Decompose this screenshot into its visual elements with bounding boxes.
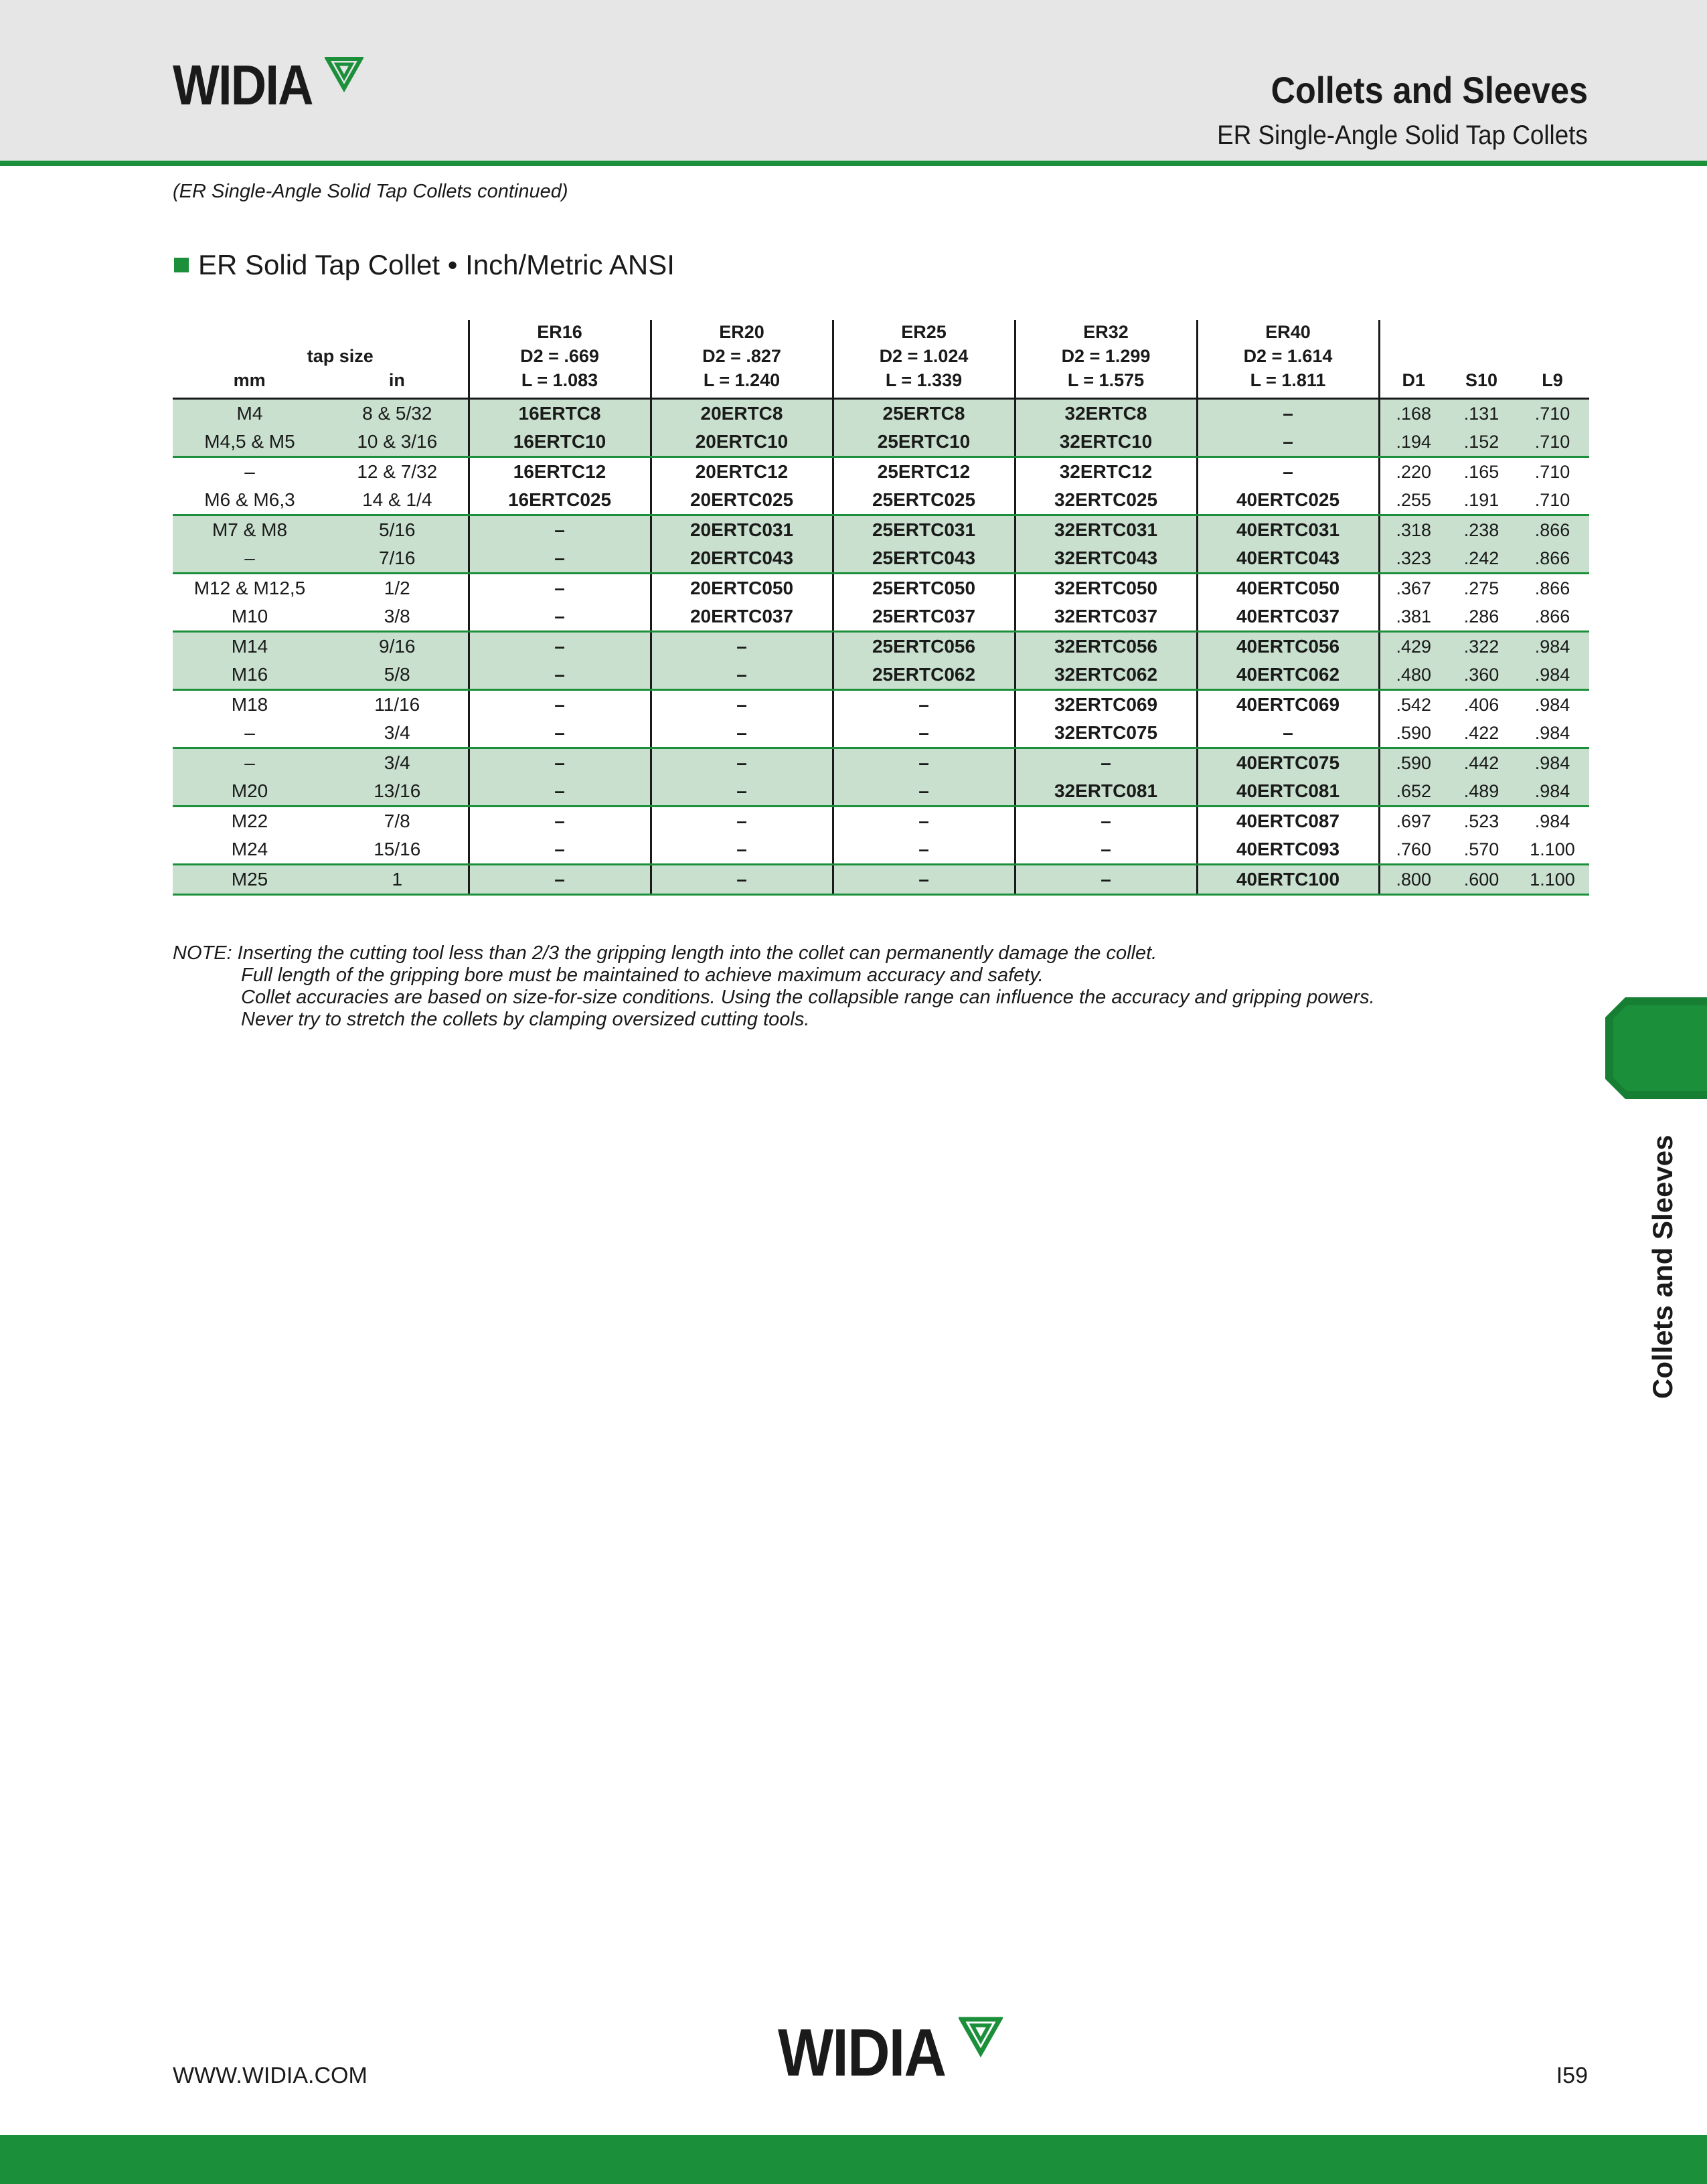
col-header-er40 [1197, 320, 1379, 399]
table-cell: 3/8 [327, 602, 469, 632]
table-row [173, 865, 1589, 895]
table-cell: 12 & 7/32 [357, 461, 438, 482]
table-cell: M7 & M8 [173, 515, 327, 545]
table-cell: – [469, 719, 651, 748]
table-cell: 1.100 [1516, 865, 1589, 895]
widia-logo [173, 55, 363, 115]
table-cell: .984 [1534, 695, 1570, 715]
table-cell: 25ERTC037 [833, 602, 1015, 632]
table-row [173, 807, 1589, 836]
table-cell: .318 [1379, 515, 1447, 545]
col-header-l9: L9 [1516, 320, 1589, 399]
table-cell: .984 [1534, 811, 1570, 831]
table-cell: 25ERTC056 [833, 632, 1015, 661]
table-cell: 32ERTC025 [1015, 486, 1197, 515]
col-header-er32 [1015, 320, 1197, 399]
table-cell: – [469, 632, 651, 661]
table-cell: 32ERTC075 [1015, 719, 1197, 748]
table-cell: .191 [1447, 486, 1516, 515]
table-cell: – [833, 748, 1015, 778]
table-cell: 25ERTC050 [833, 574, 1015, 603]
col-l: L = 1.575 [1067, 370, 1145, 390]
table-cell: 25ERTC025 [833, 486, 1015, 515]
table-row [173, 835, 1589, 865]
col-d2: D2 = 1.024 [879, 346, 969, 366]
table-cell: .523 [1463, 811, 1499, 831]
table-cell: 5/16 [327, 515, 469, 545]
table-cell: 40ERTC043 [1197, 544, 1379, 574]
table-cell: 32ERTC10 [1015, 428, 1197, 457]
footer-logo-text: WIDIA [778, 2015, 946, 2090]
table-cell: 14 & 1/4 [327, 486, 469, 515]
note-line: Never try to stretch the collets by clamping oversized cutting tools. [241, 1009, 810, 1030]
table-cell: 11/16 [374, 694, 420, 715]
table-cell: .984 [1516, 632, 1589, 661]
widia-triangle-icon [325, 55, 363, 92]
table-cell: – [651, 777, 833, 807]
table-cell: – [833, 690, 1015, 720]
table-cell: .984 [1516, 661, 1589, 690]
table-cell: – [469, 690, 651, 720]
table-cell: – [469, 748, 651, 778]
col-d2: D2 = .669 [520, 346, 599, 366]
table-cell: .429 [1379, 632, 1447, 661]
table-cell: 20ERTC8 [651, 399, 833, 428]
col-name: ER20 [719, 322, 764, 342]
table-cell: – [469, 777, 651, 807]
table-cell: .984 [1516, 777, 1589, 807]
note-line: NOTE: Inserting the cutting tool less than 2/3 the gripping length into the collet can permanently damage the collet. [173, 942, 1157, 964]
table-row [173, 399, 1589, 428]
col-d2: D2 = .827 [702, 346, 781, 366]
footer-band [0, 2135, 1707, 2184]
table-cell: 40ERTC069 [1197, 690, 1379, 720]
table-cell: – [1197, 399, 1379, 428]
table-cell: – [173, 544, 327, 574]
table-cell: 1/2 [384, 578, 410, 598]
table-cell: 20ERTC037 [651, 602, 833, 632]
col-header-er16 [469, 320, 651, 399]
table-cell: 32ERTC081 [1015, 777, 1197, 807]
table-cell: .984 [1516, 748, 1589, 778]
table-cell: – [469, 807, 651, 836]
page-number: I59 [1556, 2063, 1588, 2088]
col-header-er25 [833, 320, 1015, 399]
table-cell: .238 [1447, 515, 1516, 545]
table-cell: – [651, 807, 833, 836]
tap-size-header [173, 320, 469, 399]
col-l: L = 1.083 [521, 370, 598, 390]
table-cell: 32ERTC050 [1015, 574, 1197, 603]
table-cell: .381 [1379, 602, 1447, 632]
table-cell: 32ERTC062 [1015, 661, 1197, 690]
table-cell: 1 [327, 865, 469, 895]
table-cell: 3/4 [327, 719, 469, 748]
table-cell: M12 & M12,5 [193, 578, 306, 598]
table-cell: – [651, 719, 833, 748]
widia-triangle-icon [959, 2015, 1003, 2057]
table-cell: – [651, 661, 833, 690]
collet-table [173, 320, 1589, 896]
table-cell: 32ERTC12 [1015, 457, 1197, 487]
col-name: ER40 [1265, 322, 1311, 342]
footer-url: WWW.WIDIA.COM [173, 2063, 368, 2088]
table-cell: – [651, 835, 833, 865]
table-cell: .406 [1463, 695, 1499, 715]
table-cell: M24 [173, 835, 327, 865]
table-cell: 10 & 3/16 [327, 428, 469, 457]
table-cell: – [833, 865, 1015, 895]
table-cell: 7/8 [384, 811, 410, 831]
table-cell: .323 [1379, 544, 1447, 574]
table-header-row [173, 320, 1589, 399]
table-cell: 40ERTC100 [1197, 865, 1379, 895]
table-cell: 32ERTC056 [1015, 632, 1197, 661]
table-cell: .590 [1379, 748, 1447, 778]
table-cell: – [173, 719, 327, 748]
table-cell: .866 [1516, 544, 1589, 574]
table-row [173, 632, 1589, 661]
section-bullet-icon [174, 258, 189, 272]
table-cell: 20ERTC043 [651, 544, 833, 574]
table-cell: 20ERTC050 [651, 574, 833, 603]
table-cell: .422 [1447, 719, 1516, 748]
table-cell: – [1197, 719, 1379, 748]
table-cell: .800 [1379, 865, 1447, 895]
table-cell: 40ERTC025 [1197, 486, 1379, 515]
col-header-d1: D1 [1379, 320, 1447, 399]
table-cell: .600 [1447, 865, 1516, 895]
continued-note: (ER Single-Angle Solid Tap Collets continued) [173, 181, 568, 202]
table-cell: M4,5 & M5 [173, 428, 327, 457]
table-cell: – [244, 461, 255, 482]
table-cell: – [1015, 807, 1197, 836]
table-cell: M25 [173, 865, 327, 895]
table-cell: .542 [1379, 690, 1447, 720]
table-cell: 13/16 [327, 777, 469, 807]
col-l: L = 1.811 [1250, 370, 1326, 390]
page-subtitle: ER Single-Angle Solid Tap Collets [1217, 120, 1588, 150]
table-cell: – [651, 690, 833, 720]
table-cell: 16ERTC12 [469, 457, 651, 487]
table-cell: .168 [1379, 399, 1447, 428]
table-cell: 16ERTC025 [469, 486, 651, 515]
table-cell: M18 [231, 694, 268, 715]
mm-label: mm [233, 370, 266, 390]
logo-text: WIDIA [173, 54, 313, 116]
table-row [173, 544, 1589, 574]
table-cell: .242 [1447, 544, 1516, 574]
header-rule [0, 161, 1707, 166]
note-block [173, 942, 1375, 1031]
table-row [173, 719, 1589, 748]
table-row [173, 486, 1589, 515]
side-tab-label: Collets and Sleeves [1647, 1135, 1678, 1399]
table-cell: 25ERTC043 [833, 544, 1015, 574]
side-tab-shape [1605, 997, 1707, 1099]
table-cell: 40ERTC081 [1197, 777, 1379, 807]
table-cell: .480 [1379, 661, 1447, 690]
page-title: Collets and Sleeves [1271, 69, 1588, 111]
table-cell: 32ERTC069 [1015, 690, 1197, 720]
table-row [173, 574, 1589, 603]
table-cell: 32ERTC037 [1015, 602, 1197, 632]
table-cell: .710 [1516, 428, 1589, 457]
note-line: Full length of the gripping bore must be maintained to achieve maximum accuracy and safety. [241, 964, 1044, 986]
section-title [174, 249, 675, 281]
table-cell: .360 [1447, 661, 1516, 690]
table-cell: – [469, 574, 651, 603]
table-cell: .165 [1463, 462, 1499, 482]
table-cell: .866 [1534, 578, 1570, 598]
table-cell: – [1197, 428, 1379, 457]
table-cell: 15/16 [327, 835, 469, 865]
table-cell: – [469, 602, 651, 632]
table-row [173, 777, 1589, 807]
table-row [173, 428, 1589, 457]
table-cell: 16ERTC10 [469, 428, 651, 457]
col-d2: D2 = 1.299 [1061, 346, 1151, 366]
table-cell: 32ERTC8 [1015, 399, 1197, 428]
col-header-er20 [651, 320, 833, 399]
table-cell: – [1015, 865, 1197, 895]
table-cell: – [173, 748, 327, 778]
tap-size-label: tap size [307, 346, 374, 366]
table-cell: 40ERTC075 [1197, 748, 1379, 778]
table-cell: 40ERTC062 [1197, 661, 1379, 690]
table-cell: .220 [1379, 457, 1447, 487]
table-cell: M4 [173, 399, 327, 428]
table-cell: .255 [1379, 486, 1447, 515]
table-cell: .760 [1379, 835, 1447, 865]
table-cell: .710 [1516, 486, 1589, 515]
col-name: ER25 [901, 322, 947, 342]
table-row [173, 748, 1589, 778]
table-cell: .984 [1516, 719, 1589, 748]
table-cell: .710 [1534, 462, 1570, 482]
table-cell: .570 [1447, 835, 1516, 865]
table-cell: 9/16 [327, 632, 469, 661]
table-cell: 32ERTC043 [1015, 544, 1197, 574]
table-cell: – [833, 807, 1015, 836]
table-cell: .866 [1516, 515, 1589, 545]
table-cell: .131 [1447, 399, 1516, 428]
table-cell: 5/8 [327, 661, 469, 690]
table-cell: 25ERTC10 [833, 428, 1015, 457]
table-cell: .286 [1447, 602, 1516, 632]
table-cell: .275 [1463, 578, 1499, 598]
table-cell: – [651, 632, 833, 661]
table-cell: 40ERTC031 [1197, 515, 1379, 545]
table-row [173, 457, 1589, 487]
col-l: L = 1.240 [703, 370, 781, 390]
table-cell: 40ERTC056 [1197, 632, 1379, 661]
table-cell: – [469, 661, 651, 690]
table-cell: .194 [1379, 428, 1447, 457]
col-l: L = 1.339 [885, 370, 963, 390]
footer-logo [778, 2016, 1003, 2090]
col-d2: D2 = 1.614 [1243, 346, 1333, 366]
table-cell: 16ERTC8 [469, 399, 651, 428]
table-cell: – [833, 777, 1015, 807]
col-name: ER16 [537, 322, 582, 342]
in-label: in [388, 370, 405, 390]
table-cell: M14 [173, 632, 327, 661]
table-cell: – [469, 515, 651, 545]
table-cell: .442 [1447, 748, 1516, 778]
table-row [173, 690, 1589, 720]
table-cell: 8 & 5/32 [327, 399, 469, 428]
table-cell: – [1015, 748, 1197, 778]
table-cell: – [1015, 835, 1197, 865]
table-cell: 40ERTC037 [1197, 602, 1379, 632]
table-cell: .367 [1379, 574, 1447, 603]
table-cell: .652 [1379, 777, 1447, 807]
table-cell: 40ERTC050 [1197, 574, 1379, 603]
table-cell: 25ERTC8 [833, 399, 1015, 428]
table-cell: .322 [1447, 632, 1516, 661]
table-cell: – [833, 719, 1015, 748]
table-cell: 3/4 [327, 748, 469, 778]
table-cell: M22 [231, 811, 268, 831]
table-row [173, 515, 1589, 545]
table-cell: – [833, 835, 1015, 865]
table-cell: .866 [1516, 602, 1589, 632]
table-cell: – [469, 835, 651, 865]
table-cell: – [651, 748, 833, 778]
section-title-text: ER Solid Tap Collet • Inch/Metric ANSI [198, 249, 675, 280]
table-cell: 25ERTC12 [833, 457, 1015, 487]
table-cell: 32ERTC031 [1015, 515, 1197, 545]
table-cell: 20ERTC10 [651, 428, 833, 457]
table-row [173, 661, 1589, 690]
table-cell: .489 [1447, 777, 1516, 807]
table-cell: – [1197, 457, 1379, 487]
table-cell: 40ERTC093 [1197, 835, 1379, 865]
table-cell: .152 [1447, 428, 1516, 457]
col-name: ER32 [1083, 322, 1129, 342]
table-cell: 7/16 [327, 544, 469, 574]
table-cell: – [469, 544, 651, 574]
table-cell: 20ERTC025 [651, 486, 833, 515]
table-row [173, 602, 1589, 632]
table-cell: M20 [173, 777, 327, 807]
table-cell: – [469, 865, 651, 895]
table-cell: M6 & M6,3 [173, 486, 327, 515]
table-cell: M10 [173, 602, 327, 632]
table-cell: .710 [1516, 399, 1589, 428]
table-cell: 25ERTC062 [833, 661, 1015, 690]
table-cell: 20ERTC031 [651, 515, 833, 545]
table-cell: 1.100 [1516, 835, 1589, 865]
note-line: Collet accuracies are based on size-for-size conditions. Using the collapsible range can influence the accuracy and gripping powers. [241, 987, 1375, 1008]
table-cell: .697 [1379, 807, 1447, 836]
table-body [173, 399, 1589, 895]
table-cell: .590 [1379, 719, 1447, 748]
table-cell: 25ERTC031 [833, 515, 1015, 545]
table-cell: 40ERTC087 [1197, 807, 1379, 836]
table-cell: M16 [173, 661, 327, 690]
table-cell: 20ERTC12 [651, 457, 833, 487]
table-cell: – [651, 865, 833, 895]
col-header-s10: S10 [1447, 320, 1516, 399]
